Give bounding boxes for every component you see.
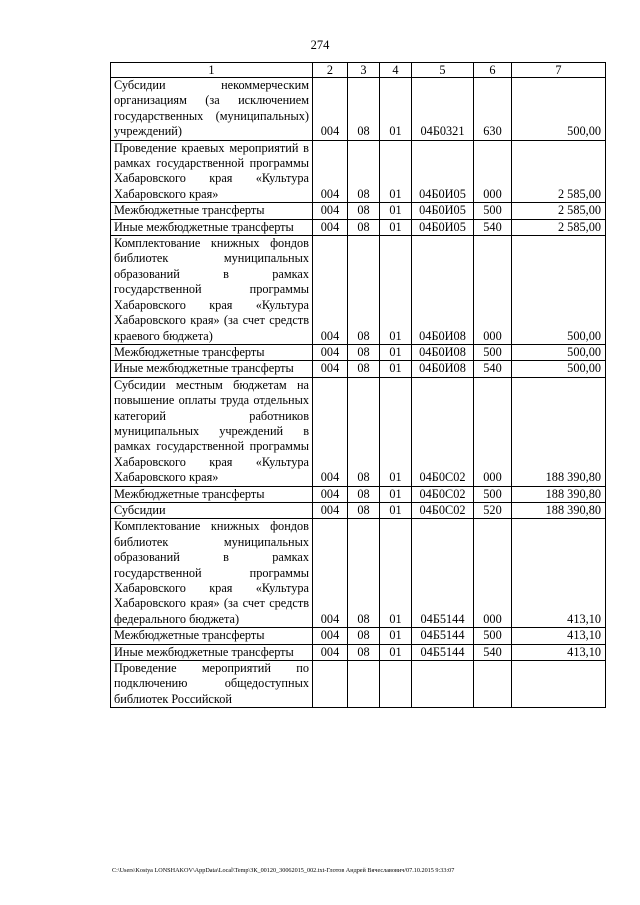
cell-code-2: 004 xyxy=(313,203,348,219)
cell-code-3: 08 xyxy=(348,203,380,219)
cell-amount: 500,00 xyxy=(512,236,606,345)
row-description: Межбюджетные трансферты xyxy=(111,486,313,502)
cell-code-6: 540 xyxy=(474,219,512,235)
cell-code-2: 004 xyxy=(313,344,348,360)
file-path-footer: C:\Users\Kostya LONSHAKOV\AppData\Local\Temp\ЗК_00120_30062015_002.txt-Глотов Андрей Вячеславович/07.10.2015 9:33:07 xyxy=(112,867,455,874)
table-row xyxy=(111,203,606,219)
cell-code-4: 01 xyxy=(380,203,412,219)
cell-amount: 500,00 xyxy=(512,344,606,360)
cell-code-2: 004 xyxy=(313,140,348,203)
cell-code-4: 01 xyxy=(380,377,412,486)
cell-amount: 188 390,80 xyxy=(512,502,606,518)
cell-code-6 xyxy=(474,661,512,708)
cell-code-4: 01 xyxy=(380,628,412,644)
cell-code-2: 004 xyxy=(313,486,348,502)
cell-code-5: 04Б5144 xyxy=(412,644,474,660)
table-row xyxy=(111,377,606,486)
cell-code-2 xyxy=(313,661,348,708)
cell-code-6: 000 xyxy=(474,377,512,486)
cell-amount: 413,10 xyxy=(512,628,606,644)
row-description: Субсидии местным бюджетам на повышение оплаты труда отдельных категорий работников муниципальных учреждений в рамках государственной программы Хабаровского края «Культура Хабаровского края» xyxy=(111,377,313,486)
table-body xyxy=(111,78,606,708)
table-row xyxy=(111,361,606,377)
cell-code-5: 04Б5144 xyxy=(412,519,474,628)
cell-amount: 188 390,80 xyxy=(512,486,606,502)
cell-code-5: 04Б0И08 xyxy=(412,361,474,377)
cell-amount: 2 585,00 xyxy=(512,203,606,219)
cell-code-5: 04Б0И05 xyxy=(412,203,474,219)
cell-code-5: 04Б0И08 xyxy=(412,236,474,345)
row-description: Субсидии некоммерческим организациям (за исключением государственных (муниципальных) учреждений) xyxy=(111,78,313,141)
cell-code-6: 000 xyxy=(474,140,512,203)
cell-code-2: 004 xyxy=(313,219,348,235)
row-description: Проведение мероприятий по подключению общедоступных библиотек Российской xyxy=(111,661,313,708)
row-description: Межбюджетные трансферты xyxy=(111,203,313,219)
row-description: Субсидии xyxy=(111,502,313,518)
cell-code-6: 500 xyxy=(474,344,512,360)
table-row xyxy=(111,661,606,708)
table-row xyxy=(111,519,606,628)
table-row xyxy=(111,140,606,203)
column-header-1: 1 xyxy=(111,63,313,78)
cell-code-5: 04Б0С02 xyxy=(412,486,474,502)
cell-code-2: 004 xyxy=(313,236,348,345)
cell-amount: 2 585,00 xyxy=(512,140,606,203)
table-row xyxy=(111,486,606,502)
cell-code-2: 004 xyxy=(313,78,348,141)
cell-amount: 413,10 xyxy=(512,644,606,660)
cell-code-4: 01 xyxy=(380,361,412,377)
cell-code-2: 004 xyxy=(313,377,348,486)
cell-code-3: 08 xyxy=(348,644,380,660)
budget-table xyxy=(110,62,606,708)
cell-code-4: 01 xyxy=(380,486,412,502)
cell-amount: 500,00 xyxy=(512,78,606,141)
cell-code-6: 540 xyxy=(474,361,512,377)
cell-code-5: 04Б0И05 xyxy=(412,219,474,235)
row-description: Межбюджетные трансферты xyxy=(111,628,313,644)
cell-code-3: 08 xyxy=(348,344,380,360)
cell-code-3: 08 xyxy=(348,486,380,502)
cell-code-4: 01 xyxy=(380,344,412,360)
cell-code-6: 000 xyxy=(474,236,512,345)
table-row xyxy=(111,644,606,660)
column-header-6: 6 xyxy=(474,63,512,78)
page-number: 274 xyxy=(310,38,330,52)
cell-code-3: 08 xyxy=(348,236,380,345)
row-description: Иные межбюджетные трансферты xyxy=(111,361,313,377)
cell-code-4: 01 xyxy=(380,502,412,518)
table-row xyxy=(111,344,606,360)
cell-code-6: 000 xyxy=(474,519,512,628)
row-description: Проведение краевых мероприятий в рамках государственной программы Хабаровского края «Культура Хабаровского края» xyxy=(111,140,313,203)
cell-code-5: 04Б0С02 xyxy=(412,377,474,486)
cell-code-6: 500 xyxy=(474,203,512,219)
table-row xyxy=(111,78,606,141)
column-header-5: 5 xyxy=(412,63,474,78)
cell-code-6: 540 xyxy=(474,644,512,660)
cell-code-4: 01 xyxy=(380,519,412,628)
cell-code-3: 08 xyxy=(348,502,380,518)
table-row xyxy=(111,502,606,518)
header-row xyxy=(111,63,606,78)
cell-amount: 2 585,00 xyxy=(512,219,606,235)
cell-amount: 188 390,80 xyxy=(512,377,606,486)
cell-code-6: 500 xyxy=(474,486,512,502)
column-header-4: 4 xyxy=(380,63,412,78)
cell-code-2: 004 xyxy=(313,628,348,644)
cell-code-5: 04Б0И05 xyxy=(412,140,474,203)
cell-code-3: 08 xyxy=(348,361,380,377)
row-description: Иные межбюджетные трансферты xyxy=(111,219,313,235)
cell-code-5: 04Б0С02 xyxy=(412,502,474,518)
row-description: Межбюджетные трансферты xyxy=(111,344,313,360)
cell-code-3: 08 xyxy=(348,140,380,203)
cell-code-2: 004 xyxy=(313,502,348,518)
column-header-7: 7 xyxy=(512,63,606,78)
cell-code-3: 08 xyxy=(348,219,380,235)
cell-code-4: 01 xyxy=(380,644,412,660)
cell-amount: 413,10 xyxy=(512,519,606,628)
cell-code-3: 08 xyxy=(348,628,380,644)
column-header-2: 2 xyxy=(313,63,348,78)
cell-code-5 xyxy=(412,661,474,708)
cell-code-2: 004 xyxy=(313,644,348,660)
cell-code-3: 08 xyxy=(348,519,380,628)
cell-amount xyxy=(512,661,606,708)
cell-code-4: 01 xyxy=(380,219,412,235)
cell-code-2: 004 xyxy=(313,519,348,628)
row-description: Иные межбюджетные трансферты xyxy=(111,644,313,660)
cell-code-5: 04Б0321 xyxy=(412,78,474,141)
cell-code-5: 04Б5144 xyxy=(412,628,474,644)
row-description: Комплектование книжных фондов библиотек муниципальных образований в рамках государственной программы Хабаровского края «Культура Хабаровского края» (за счет средств краевого бюджета) xyxy=(111,236,313,345)
cell-code-3: 08 xyxy=(348,78,380,141)
cell-code-6: 520 xyxy=(474,502,512,518)
cell-code-4: 01 xyxy=(380,236,412,345)
cell-amount: 500,00 xyxy=(512,361,606,377)
cell-code-5: 04Б0И08 xyxy=(412,344,474,360)
cell-code-6: 630 xyxy=(474,78,512,141)
cell-code-3: 08 xyxy=(348,377,380,486)
cell-code-3 xyxy=(348,661,380,708)
cell-code-4 xyxy=(380,661,412,708)
table-row xyxy=(111,236,606,345)
cell-code-6: 500 xyxy=(474,628,512,644)
row-description: Комплектование книжных фондов библиотек муниципальных образований в рамках государственной программы Хабаровского края «Культура Хабаровского края» (за счет средств федерального бюджета) xyxy=(111,519,313,628)
cell-code-4: 01 xyxy=(380,78,412,141)
cell-code-2: 004 xyxy=(313,361,348,377)
table-row xyxy=(111,219,606,235)
column-header-3: 3 xyxy=(348,63,380,78)
table-row xyxy=(111,628,606,644)
cell-code-4: 01 xyxy=(380,140,412,203)
